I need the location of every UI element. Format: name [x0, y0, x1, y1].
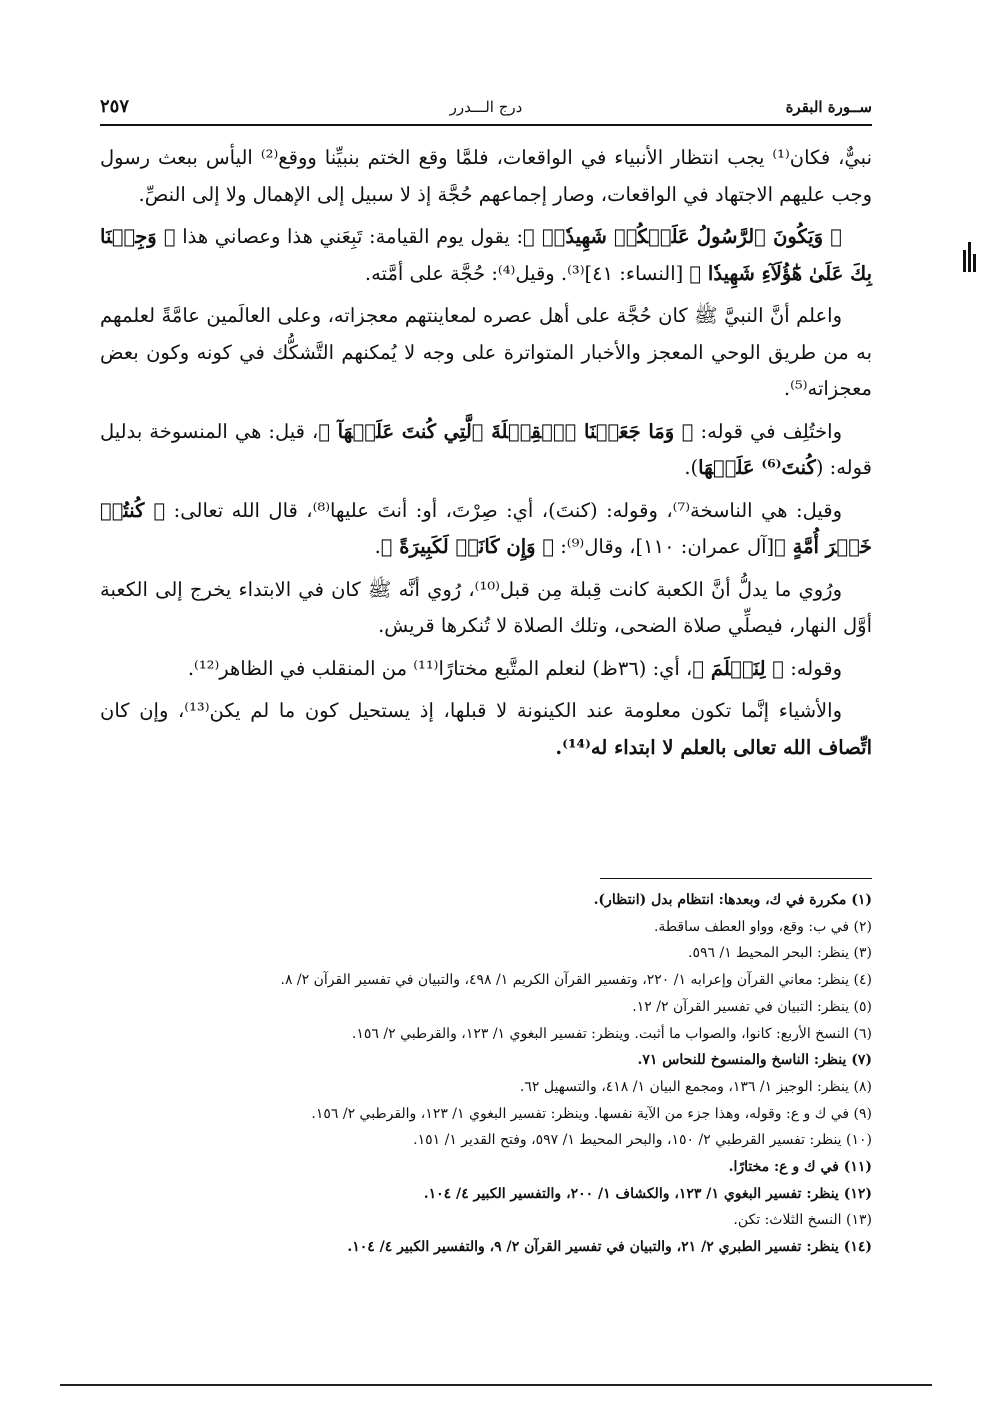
paragraph-text: ).: [684, 456, 699, 479]
footnote: (٨) ينظر: الوجيز ١/ ١٣٦، ومجمع البيان ١/ ٤١٨، والتسهيل ٦٢.: [519, 1078, 872, 1095]
quran-verse: ﴿ وَجِئۡنَا بِكَ عَلَىٰ هَٰٓؤُلَآءِ شَهِيدٗا ﴾: [100, 225, 872, 285]
running-title-book: درج الـــدرر: [449, 98, 523, 116]
quran-verse: ﴿ وَإِن كَانَتۡ لَكَبِيرَةً ﴾: [380, 535, 555, 558]
paragraph-4: [100, 414, 872, 487]
footnotes: [100, 887, 872, 1261]
quran-verse: ﴿ كُنتُمۡ خَيۡرَ أُمَّةٍ ﴾: [100, 498, 872, 558]
footnote: (١٢) ينظر: تفسير البغوي ١/ ١٢٣، والكشاف ١/ ٢٠٠، والتفسير الكبير ٤/ ١٠٤.: [423, 1185, 872, 1202]
paragraph-8: [100, 693, 872, 766]
footnote: (٢) في ب: وقع، وواو العطف ساقطة.: [653, 918, 872, 935]
footnote-divider: [600, 878, 872, 879]
paragraph-2: [100, 219, 872, 292]
paragraph-6: ورُوي ما يدلُّ أنَّ الكعبة كانت قِبلة مِن قبل⁽¹⁰⁾، رُوي أنَّه ﷺ كان في الابتداء يخرج إلى الكعبة أوَّل النهار، فيصلِّي صلاة الضحى، وتلك الصلاة لا تُنكرها قريش.: [100, 577, 872, 637]
paragraph-text: وقوله:: [784, 656, 842, 680]
header-divider: [100, 124, 872, 126]
running-title-surah: ســورة البقرة: [785, 98, 872, 116]
paragraph-3: واعلم أنَّ النبيَّ ﷺ كان حُجَّة على أهل عصره لمعاينتهم معجزاته، وعلى العالَمين عامَّةً لعلمهم به من طريق الوحي المعجز والأخبار المتواترة على وجه لا يُمكنهم التَّشكُّك في كونه وكون بعض معجزاته⁽⁵⁾.: [100, 304, 872, 400]
margin-scan-mark: [962, 242, 976, 272]
paragraph-text: والأشياء إنَّما تكون معلومة عند الكينونة لا قبلها، إذ يستحيل كون ما لم يكن⁽¹³⁾، وإن كان: [100, 699, 842, 722]
footnote: (١٣) النسخ الثلاث: تكن.: [733, 1212, 872, 1229]
paragraph-5: [100, 493, 872, 566]
footnote: (١٤) ينظر: تفسير الطبري ٢/ ٢١، والتبيان في تفسير القرآن ٢/ ٩، والتفسير الكبير ٤/ ١٠٤.: [347, 1239, 872, 1256]
paragraph-text: [آل عمران: ١١٠]، وقال⁽⁹⁾:: [554, 535, 775, 558]
quran-verse: ﴿ وَمَا جَعَلۡنَا ٱلۡقِبۡلَةَ ٱلَّتِي كُنتَ عَلَيۡهَآ ﴾: [318, 419, 694, 443]
page-bottom-edge: [60, 1384, 932, 1386]
footnote: (٦) النسخ الأربع: كانوا، والصواب ما أثبت. وينظر: تفسير البغوي ١/ ١٢٣، والقرطبي ٢/ ١٥٦.: [351, 1025, 872, 1042]
footnote: (١١) في ك و ع: مختارًا.: [728, 1159, 872, 1176]
footnote: (٤) ينظر: معاني القرآن وإعرابه ١/ ٢٢٠، وتفسير القرآن الكريم ١/ ٤٩٨، والتبيان في تفسير القرآن ٢/ ٨.: [280, 972, 872, 989]
paragraph-text: .: [374, 535, 381, 558]
paragraph-1: نبيٌّ، فكان⁽¹⁾ يجب انتظار الأنبياء في الواقعات، فلمَّا وقع الختم بنبيِّنا ووقع⁽²⁾ اليأس ببعث رسول وجب عليهم الاجتهاد في الواقعات، وصار إجماعهم حُجَّة إذ لا سبيل إلى الإهمال ولا إلى النصِّ.: [100, 146, 872, 206]
paragraph-text: واختُلِف في قوله:: [693, 419, 842, 443]
paragraph-7: [100, 651, 872, 688]
paragraph-text: [النساء: ٤١]⁽³⁾. وقيل⁽⁴⁾: حُجَّة على أمَّته.: [364, 261, 690, 285]
paragraph-text: ، قيل: هي المنسوخة بدليل قوله: (: [100, 419, 872, 479]
footnote: (١٠) ينظر: تفسير القرطبي ٢/ ١٥٠، والبحر المحيط ١/ ٥٩٧، وفتح القدير ١/ ١٥١.: [413, 1132, 872, 1149]
footnote: (٩) في ك و ع: وقوله، وهذا جزء من الآية نفسها. وينظر: تفسير البغوي ١/ ١٢٣، والقرطبي ٢/ ١٥٦.: [311, 1105, 872, 1122]
footnote: (١) مكررة في ك، وبعدها: انتظام بدل (انتظار).: [593, 892, 872, 908]
quran-verse: ﴿ لِنَعۡلَمَ ﴾: [692, 656, 785, 680]
main-text: [100, 140, 872, 772]
quran-verse: كُنتَ⁽⁶⁾ عَلَيۡهَا: [698, 456, 816, 479]
paragraph-text-bold: اتِّصاف الله تعالى بالعلم لا ابتداء له⁽¹⁴⁾.: [555, 735, 872, 759]
page-header: [100, 96, 872, 122]
footnote: (٥) ينظر: التبيان في تفسير القرآن ٢/ ١٢.: [632, 998, 872, 1015]
quran-verse: ﴿ وَيَكُونَ ٱلرَّسُولُ عَلَيۡكُمۡ شَهِيدٗاۗ ﴾: [523, 225, 842, 248]
page-number: ٢٥٧: [100, 96, 130, 117]
paragraph-text: ، أي: (٣٦ظ) لنعلم المتَّبع مختارًا⁽¹¹⁾ من المنقلب في الظاهر⁽¹²⁾.: [187, 656, 693, 680]
footnote: (٧) ينظر: الناسخ والمنسوخ للنحاس ٧١.: [637, 1052, 872, 1069]
footnote: (٣) ينظر: البحر المحيط ١/ ٥٩٦.: [688, 945, 872, 962]
paragraph-text: وقيل: هي الناسخة⁽⁷⁾، وقوله: (كنتَ)، أي: صِرْتَ، أو: أنتَ عليها⁽⁸⁾، قال الله تعالى:: [165, 498, 843, 522]
paragraph-text: : يقول يوم القيامة: تَبِعَني هذا وعصاني هذا: [175, 225, 524, 248]
